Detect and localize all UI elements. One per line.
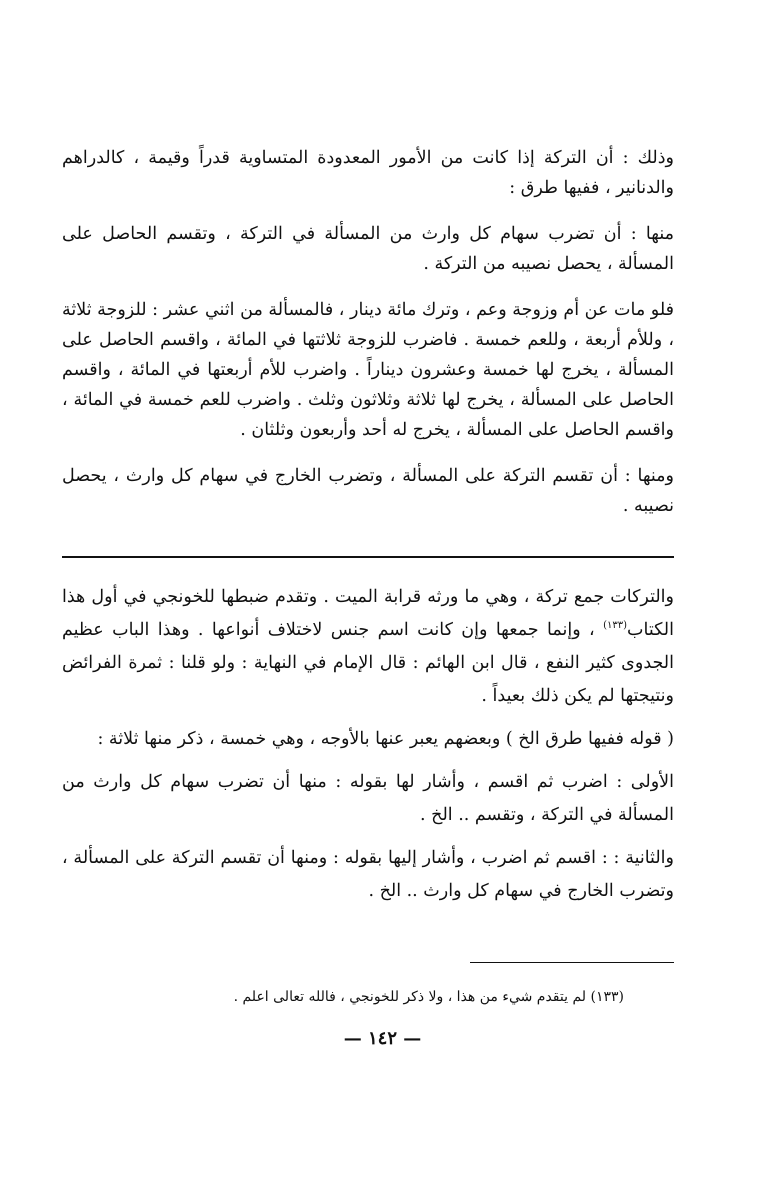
footnote: (١٣٣) لم يتقدم شيء من هذا ، ولا ذكر للخونجي ، فالله تعالى اعلم . [233,989,624,1005]
section-divider [62,556,674,558]
footnote-divider [470,962,674,963]
main-paragraph: وذلك : أن التركة إذا كانت من الأمور المعدودة المتساوية قدراً وقيمة ، كالدراهم والدنانير ، ففيها طرق : [62,148,674,198]
commentary-text-part: والتركات جمع تركة ، وهي ما ورثه قرابة الميت . وتقدم ضبطها للخونجي في أول هذا الكتاب [62,587,674,640]
commentary-paragraph: والثانية : : اقسم ثم اضرب ، وأشار إليها بقوله : ومنها أن تقسم التركة على المسألة ، وتضرب الخارج في سهام كل وارث .. الخ . [62,848,674,901]
commentary-paragraph [62,581,674,713]
page-number: — ١٤٢ — [343,1028,422,1049]
commentary-text-part: ، وإنما جمعها وإن كانت اسم جنس لاختلاف أنواعها . وهذا الباب عظيم الجدوى كثير النفع ، قال ابن الهائم : قال الإمام في النهاية : ولو قلنا : ثمرة الفرائض ونتيجتها لم يكن ذلك بعيداً . [62,620,674,706]
commentary-text [62,581,674,918]
footnote-reference[interactable]: (١٣٣) [603,620,628,632]
commentary-paragraph: ( قوله ففيها طرق الخ ) وبعضهم يعبر عنها بالأوجه ، وهي خمسة ، ذكر منها ثلاثة : [97,729,674,749]
main-paragraph: منها : أن تضرب سهام كل وارث من المسألة في التركة ، وتقسم الحاصل على المسألة ، يحصل نصيبه من التركة . [62,224,674,274]
main-paragraph: ومنها : أن تقسم التركة على المسألة ، وتضرب الخارج في سهام كل وارث ، يحصل نصيبه . [62,466,674,516]
main-paragraph: فلو مات عن أم وزوجة وعم ، وترك مائة دينار ، فالمسألة من اثني عشر : للزوجة ثلاثة ، وللأم أربعة ، وللعم خمسة . فاضرب للزوجة ثلاثتها في المائة ، واقسم الحاصل على المسألة ، يخرج لها خمسة وعشرون ديناراً . واضرب للأم أربعتها في المائة ، واقسم الحاصل على المسألة ، يخرج لها ثلاثة وثلاثون وثلث . واضرب للعم خمسة في المائة ، واقسم الحاصل على المسألة ، يخرج له أحد وأربعون وثلثان . [62,300,674,440]
main-text [62,143,674,537]
commentary-paragraph: الأولى : اضرب ثم اقسم ، وأشار لها بقوله : منها أن تضرب سهام كل وارث من المسألة في التركة ، وتقسم .. الخ . [62,772,674,825]
